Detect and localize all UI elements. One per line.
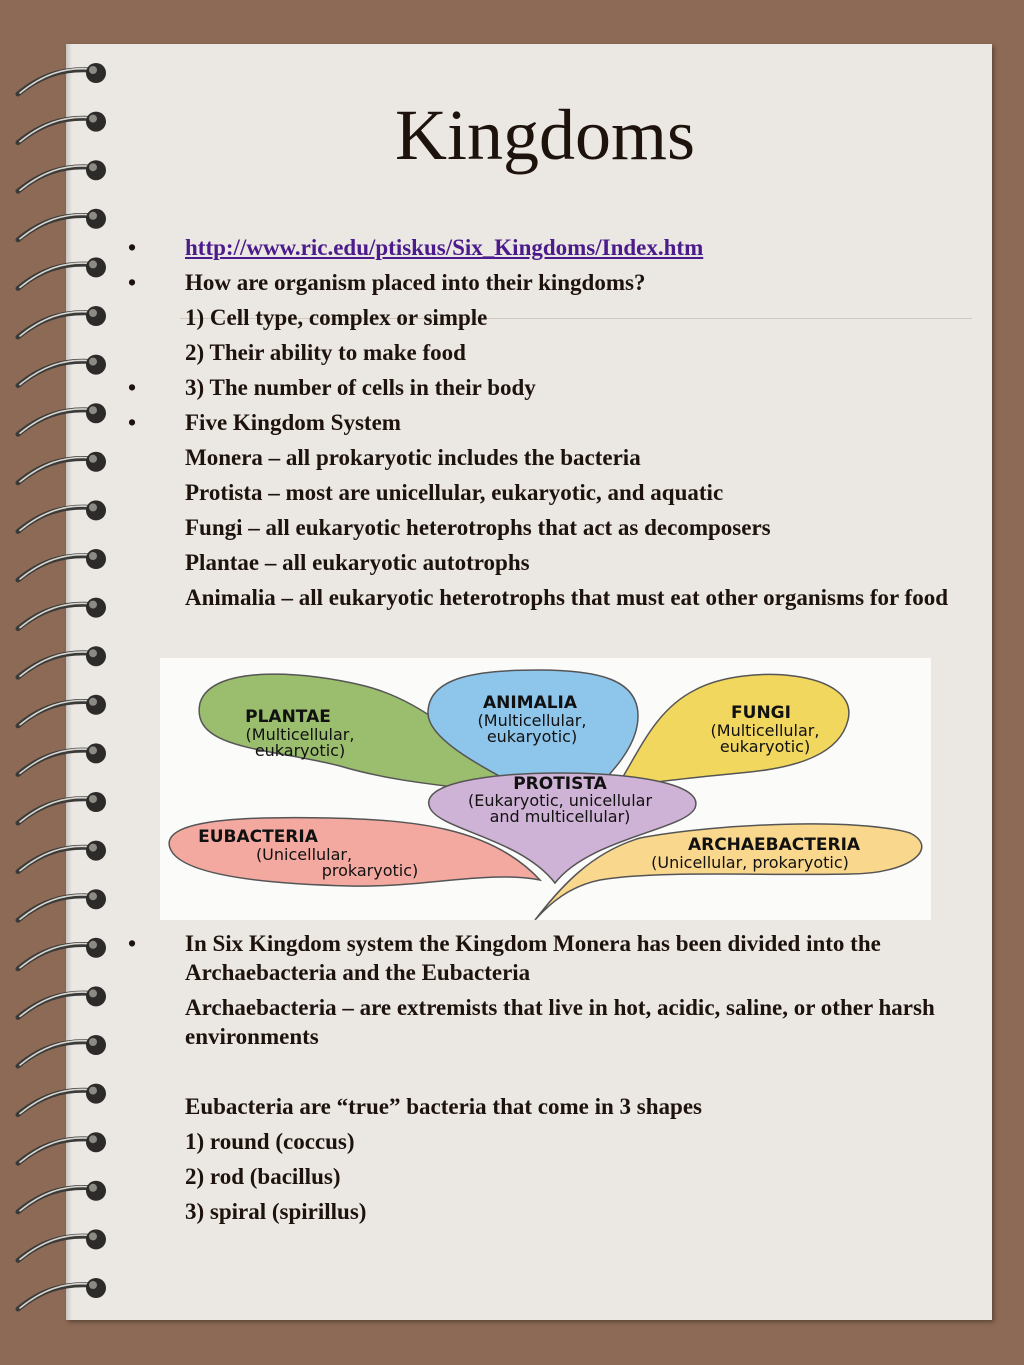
list-item [128,548,964,577]
list-item-text: 2) Their ability to make food [185,340,466,365]
fungi-label: FUNGI [731,703,791,723]
bullet-marker: • [128,375,137,400]
list-item [128,1127,964,1156]
spiral-ring-icon [18,500,106,531]
plantae-line1: (Multicellular, [245,725,355,744]
spiral-ring-icon [18,1084,106,1115]
spiral-ring-icon [18,63,106,94]
list-item [128,929,964,987]
spiral-ring-icon [18,355,106,386]
plantae-line2: eukaryotic) [254,741,346,760]
kingdoms-link[interactable]: http://www.ric.edu/ptiskus/Six_Kingdoms/Index.htm [185,235,704,260]
list-item [128,443,964,472]
spiral-ring-icon [18,986,106,1017]
list-item [128,513,964,542]
list-item-text: 3) spiral (spirillus) [185,1199,367,1224]
list-item-spacer [128,1057,964,1086]
archaebacteria-line1: (Unicellular, prokaryotic) [651,853,849,872]
eubacteria-label: EUBACTERIA [198,827,318,847]
list-item-text: Protista – most are unicellular, eukaryotic, and aquatic [185,480,724,505]
list-item [128,1092,964,1121]
bottom-bullet-list [128,929,964,1226]
bullet-marker: • [128,235,137,260]
spiral-ring-icon [18,306,106,337]
list-item [128,583,964,612]
list-item-text: Eubacteria are “true” bacteria that come in 3 shapes [185,1094,702,1119]
spiral-ring-icon [18,646,106,677]
list-item-text: Plantae – all eukaryotic autotrophs [185,550,530,575]
spiral-ring-icon [18,1132,106,1163]
eubacteria-line2: prokaryotic) [321,861,419,880]
spiral-ring-icon [18,743,106,774]
spiral-ring-icon [18,792,106,823]
spiral-ring-icon [18,1278,106,1309]
list-item-text: Fungi – all eukaryotic heterotrophs that act as decomposers [185,515,771,540]
list-item [128,373,964,402]
spiral-ring-icon [18,1229,106,1260]
bullet-marker: • [128,931,137,956]
spiral-ring-icon [18,403,106,434]
animalia-line1: (Multicellular, [477,711,587,730]
fungi-line2: eukaryotic) [719,737,811,756]
spiral-ring-icon [18,1181,106,1212]
list-item-text: 3) The number of cells in their body [185,375,536,400]
spiral-binding [0,0,130,1365]
list-item [128,268,964,297]
protista-line1: (Eukaryotic, unicellular [467,791,653,810]
list-item-text: Monera – all prokaryotic includes the bacteria [185,445,641,470]
spiral-ring-icon [18,452,106,483]
bullet-marker: • [128,410,137,435]
plantae-label: PLANTAE [245,707,331,727]
top-bullet-list [128,233,964,612]
slide-title: Kingdoms [394,95,696,175]
spiral-ring-icon [18,889,106,920]
spiral-ring-icon [18,598,106,629]
bullet-marker: • [128,270,137,295]
animalia-label: ANIMALIA [482,693,578,713]
protista-label: PROTISTA [513,774,607,794]
list-item-text: 1) round (coccus) [185,1129,355,1154]
list-item-text: Archaebacteria – are extremists that live in hot, acidic, saline, or other harsh environments [185,995,935,1049]
list-item-text: In Six Kingdom system the Kingdom Monera has been divided into the Archaebacteria and the Eubacteria [185,931,881,985]
list-item-text: 1) Cell type, complex or simple [185,305,488,330]
list-item [128,408,964,437]
spiral-ring-icon [18,549,106,580]
eubacteria-line1: (Unicellular, [255,845,353,864]
archaebacteria-label: ARCHAEBACTERIA [687,835,861,855]
list-item [128,993,964,1051]
spiral-ring-icon [18,695,106,726]
spiral-ring-icon [18,938,106,969]
spiral-ring-icon [18,1035,106,1066]
protista-line2: and multicellular) [489,807,631,826]
spiral-ring-icon [18,257,106,288]
animalia-line2: eukaryotic) [486,727,578,746]
list-item-text: 2) rod (bacillus) [185,1164,341,1189]
list-item-text: Five Kingdom System [185,410,401,435]
list-item-text: Animalia – all eukaryotic heterotrophs that must eat other organisms for food [185,585,949,610]
list-item [128,303,964,332]
list-item [128,1162,964,1191]
list-item [128,478,964,507]
kingdoms-diagram [160,658,931,920]
spiral-ring-icon [18,841,106,872]
fungi-line1: (Multicellular, [710,721,820,740]
spiral-ring-icon [18,209,106,240]
list-item-text: How are organism placed into their kingdoms? [185,270,646,295]
list-item[interactable] [128,233,964,262]
list-item [128,338,964,367]
list-item [128,1197,964,1226]
